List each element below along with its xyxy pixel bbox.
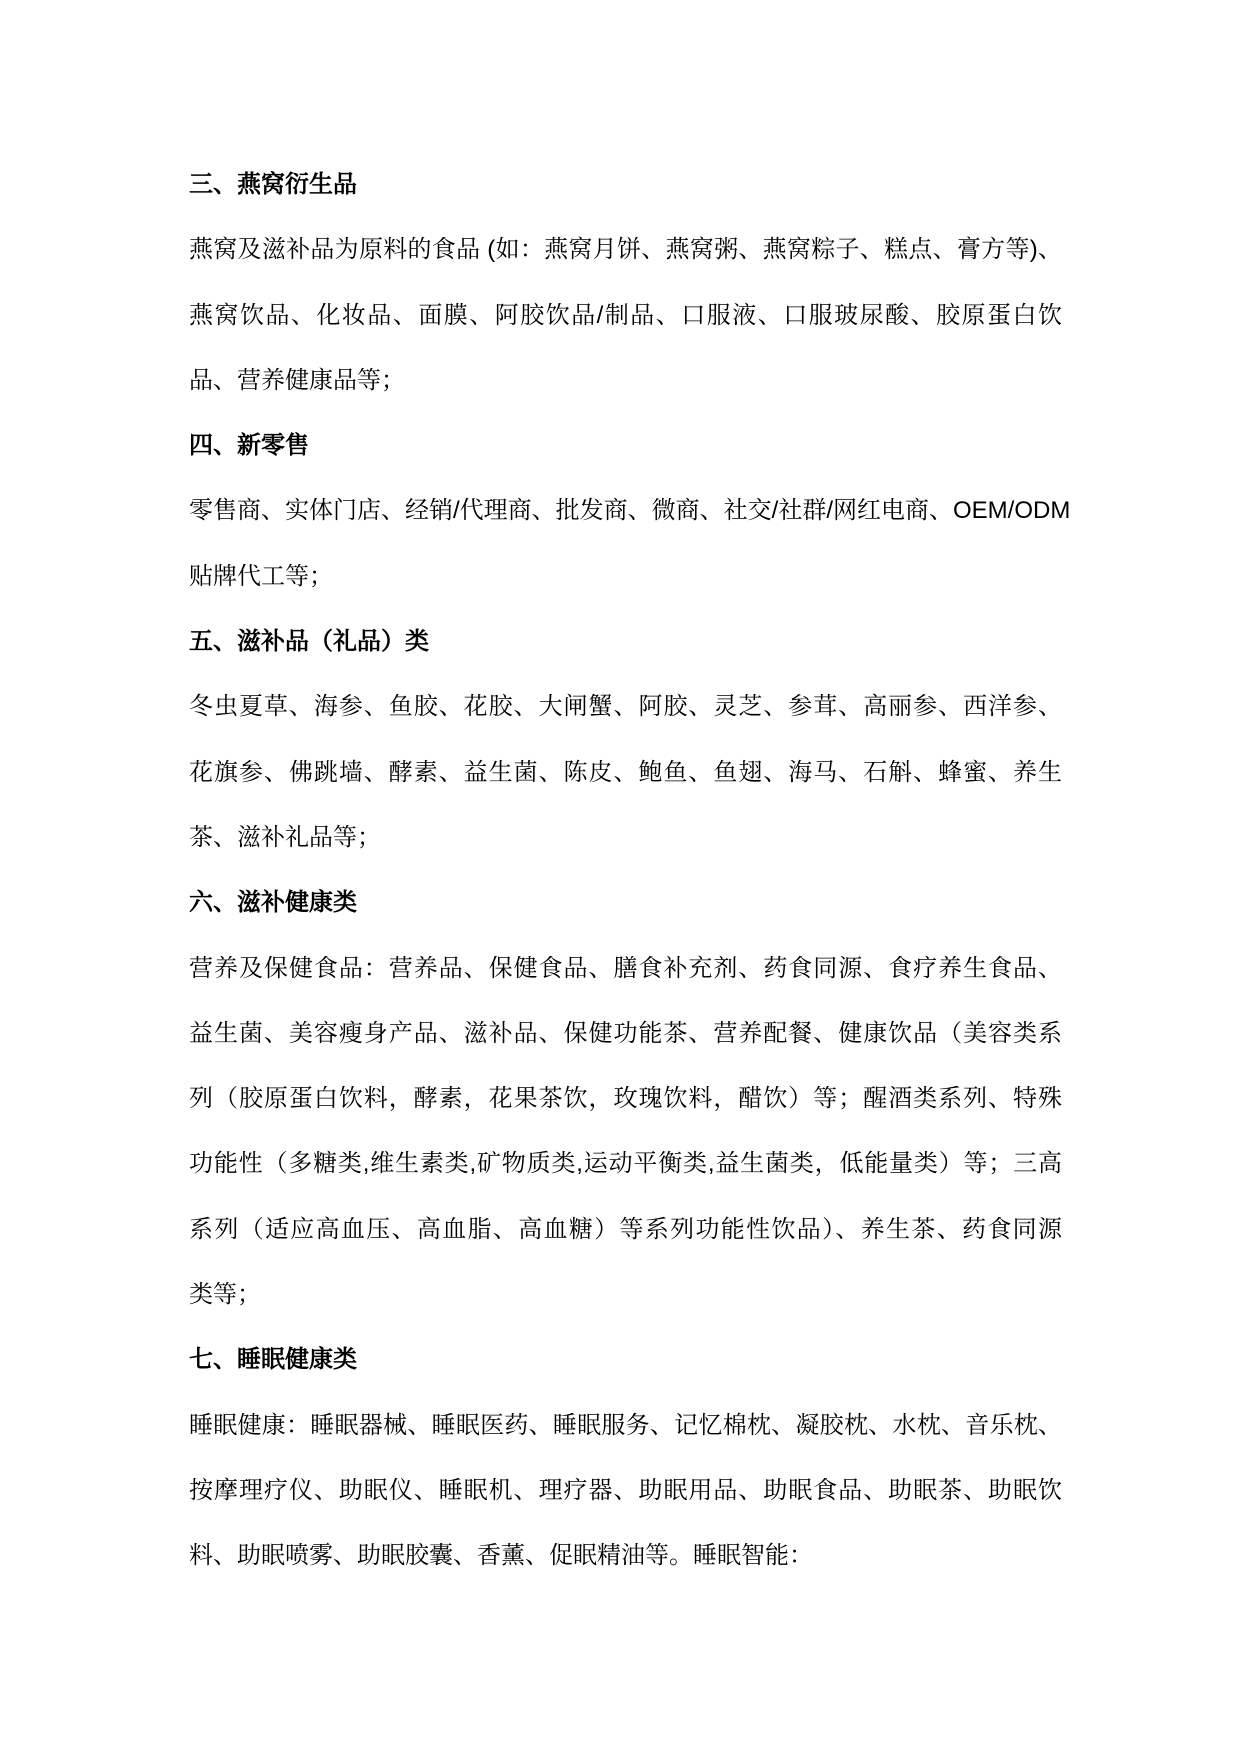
section-heading: 四、新零售	[189, 432, 309, 460]
paragraph-line: 列（胶原蛋白饮料，酵素，花果茶饮，玫瑰饮料，醋饮）等；醒酒类系列、特殊	[189, 1085, 1062, 1113]
paragraph-line: 益生菌、美容瘦身产品、滋补品、保健功能茶、营养配餐、健康饮品（美容类系	[189, 1019, 1062, 1047]
paragraph-line: 花旗参、佛跳墙、酵素、益生菌、陈皮、鲍鱼、鱼翅、海马、石斛、蜂蜜、养生	[189, 758, 1062, 786]
paragraph-line: 品、营养健康品等；	[189, 366, 405, 394]
paragraph-line: 睡眠健康：睡眠器械、睡眠医药、睡眠服务、记忆棉枕、凝胶枕、水枕、音乐枕、	[189, 1411, 1062, 1439]
section-heading: 七、睡眠健康类	[189, 1346, 357, 1374]
section-heading: 三、燕窝衍生品	[189, 171, 357, 198]
paragraph-line: 类等；	[189, 1281, 261, 1309]
document-page	[189, 152, 1071, 1589]
section-heading: 六、滋补健康类	[189, 889, 357, 917]
paragraph-line: 燕窝及滋补品为原料的食品 (如：燕窝月饼、燕窝粥、燕窝粽子、糕点、膏方等)、	[189, 236, 1062, 264]
paragraph-line: 零售商、实体门店、经销/代理商、批发商、微商、社交/社群/网红电商、OEM/ODM	[189, 497, 1071, 525]
paragraph-line: 按摩理疗仪、助眠仪、睡眠机、理疗器、助眠用品、助眠食品、助眠茶、助眠饮	[189, 1476, 1062, 1504]
paragraph-line: 营养及保健食品：营养品、保健食品、膳食补充剂、药食同源、食疗养生食品、	[189, 954, 1062, 982]
paragraph-line: 功能性（多糖类,维生素类,矿物质类,运动平衡类,益生菌类，低能量类）等；三高	[189, 1150, 1062, 1178]
paragraph-line: 燕窝饮品、化妆品、面膜、阿胶饮品/制品、口服液、口服玻尿酸、胶原蛋白饮	[189, 301, 1062, 329]
paragraph-line: 系列（适应高血压、高血脂、高血糖）等系列功能性饮品）、养生茶、药食同源	[189, 1215, 1062, 1243]
paragraph-line: 料、助眠喷雾、助眠胶囊、香薰、促眠精油等。睡眠智能：	[189, 1542, 813, 1570]
paragraph-line: 茶、滋补礼品等；	[189, 823, 381, 851]
paragraph-line: 贴牌代工等；	[189, 562, 333, 590]
paragraph-line: 冬虫夏草、海参、鱼胶、花胶、大闸蟹、阿胶、灵芝、参茸、高丽参、西洋参、	[189, 693, 1062, 721]
section-heading: 五、滋补品（礼品）类	[189, 628, 429, 656]
